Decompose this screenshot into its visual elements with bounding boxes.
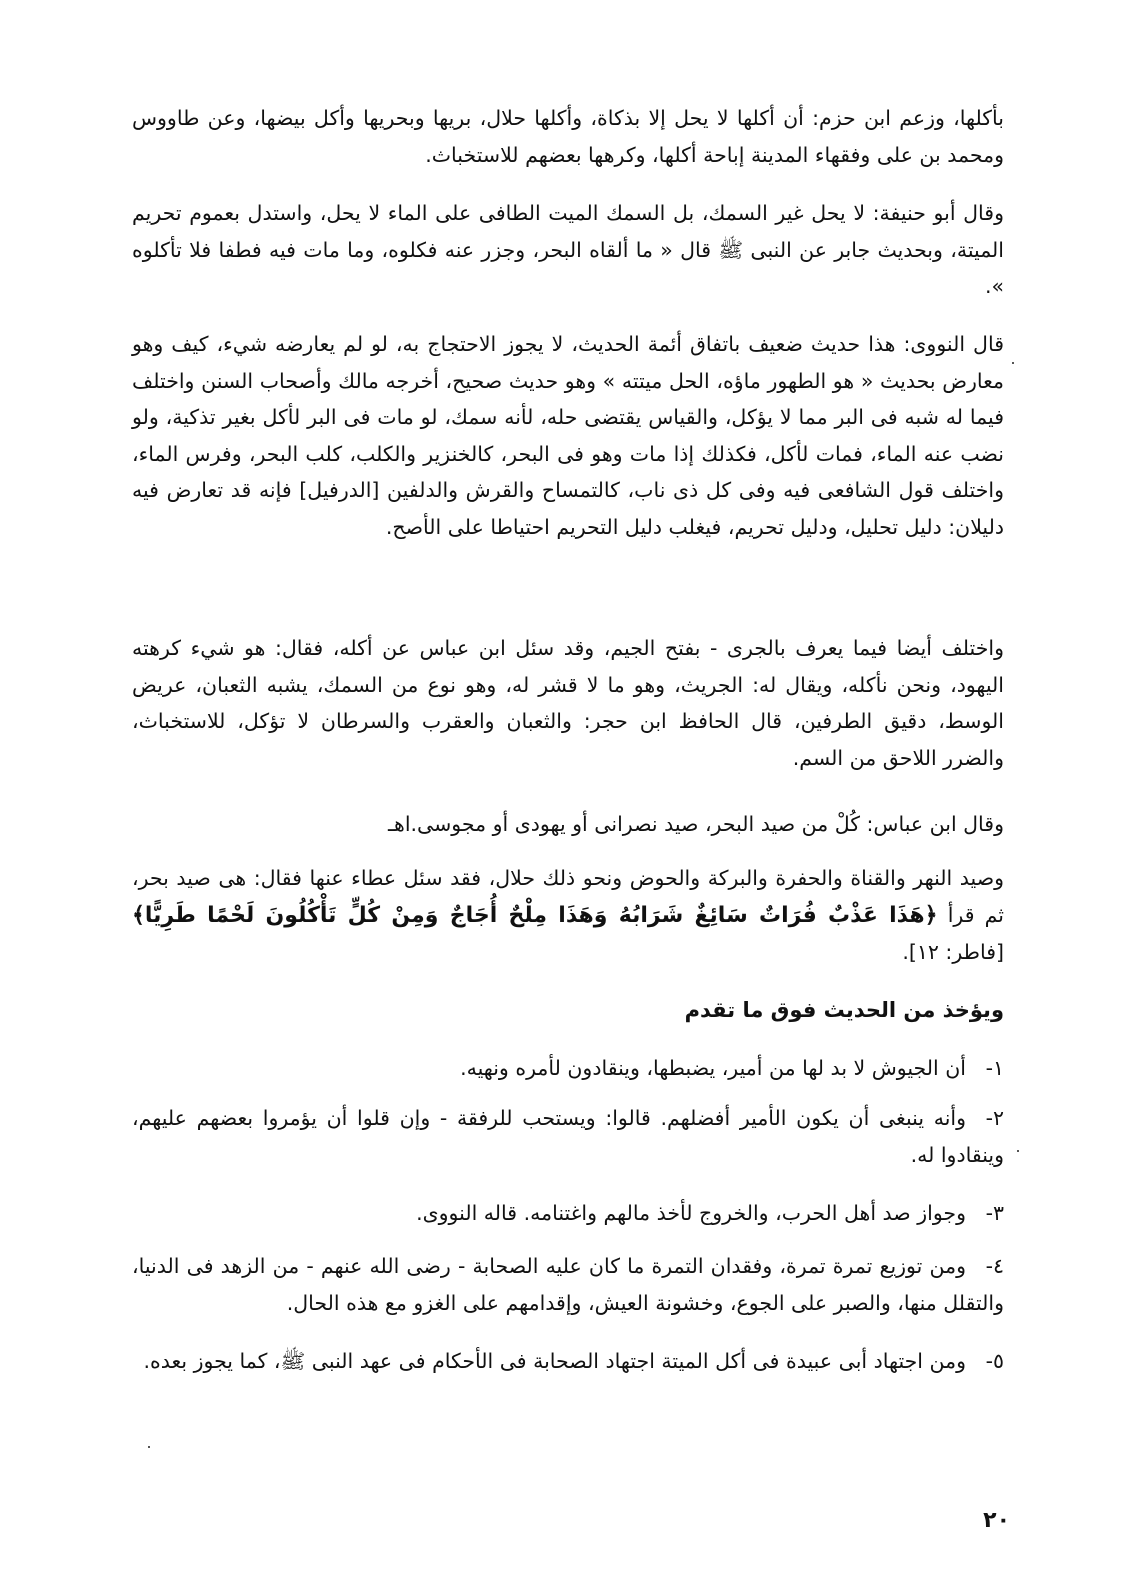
- list-item-text: وأنه ينبغى أن يكون الأمير أفضلهم. قالوا: ويستحب للرفقة - وإن قلوا أن يؤمروا بعضهم عليهم، وينقادوا له.: [132, 1106, 1004, 1167]
- list-item: [132, 1248, 1004, 1321]
- paragraph-2: وقال أبو حنيفة: لا يحل غير السمك، بل السمك الميت الطافى على الماء لا يحل، واستدل بعموم تحريم الميتة، وبحديث جابر عن النبى ﷺ قال « ما ألقاه البحر، وجزر عنه فكلوه، وما مات فيه فطفا فلا تأكلوه ».: [132, 201, 1004, 298]
- paragraph-1: بأكلها، وزعم ابن حزم: أن أكلها لا يحل إلا بذكاة، وأكلها حلال، بريها وبحريها وأكل بيضها، وعن طاووس ومحمد بن على وفقهاء المدينة إباحة أكلها، وكرهها بعضهم للاستخباث.: [132, 106, 1004, 167]
- paragraph-6-text: وصيد النهر والقناة والحفرة والبركة والحوض ونحو ذلك حلال، فقد سئل عطاء عنها فقال: هى صيد بحر، ثم قرأ: [132, 866, 1005, 927]
- paragraph-4: واختلف أيضا فيما يعرف بالجرى - بفتح الجيم، وقد سئل ابن عباس عن أكله، فقال: هو شيء كرهته اليهود، ونحن نأكله، ويقال له: الجريث، وهو ما لا قشر له، وهو نوع من السمك، يشبه الثعبان، عريض الوسط، دقيق الطرفين، قال الحافظ ابن حجر: والثعبان والعقرب والسرطان لا تؤكل، للاستخباث، والضرر اللاحق من السم.: [132, 636, 1004, 770]
- verse-citation: [فاطر: ١٢].: [902, 940, 1004, 964]
- paragraph-6: [132, 860, 1004, 971]
- list-item-text: أن الجيوش لا بد لها من أمير، يضبطها، وينقادون لأمره ونهيه.: [460, 1056, 966, 1080]
- paragraph-5: وقال ابن عباس: كُلْ من صيد البحر، صيد نصرانى أو يهودى أو مجوسى.اهـ: [388, 812, 1004, 836]
- list-item: [132, 1050, 1004, 1087]
- list-item-number: ١-: [985, 1056, 1004, 1080]
- section-heading: ويؤخذ من الحديث فوق ما تقدم: [684, 998, 1004, 1022]
- list-item: [132, 1195, 1004, 1232]
- quran-verse: ﴿هَذَا عَذْبٌ فُرَاتٌ سَائِغٌ شَرَابُهُ وَهَذَا مِلْحٌ أُجَاجٌ وَمِنْ كُلٍّ تَأْكُلُونَ لَحْمًا طَرِيًّا﴾: [132, 902, 938, 928]
- scan-speck: [1012, 362, 1014, 364]
- paragraph-3: قال النووى: هذا حديث ضعيف باتفاق أئمة الحديث، لا يجوز الاحتجاج به، لو لم يعارضه شيء، كيف وهو معارض بحديث « هو الطهور ماؤه، الحل ميتته » وهو حديث صحيح، أخرجه مالك وأصحاب السنن واختلف فيما له شبه فى البر مما لا يؤكل، والقياس يقتضى حله، لأنه سمك، لو مات فى البر لأكل بغير تذكية، ولو نضب عنه الماء، فمات لأكل، فكذلك إذا مات وهو فى البحر، كالخنزير والكلب، كلب البحر، وفرس الماء، واختلف قول الشافعى فيه وفى كل ذى ناب، كالتمساح والقرش والدلفين [الدرفيل] فإنه قد تعارض فيه دليلان: دليل تحليل، ودليل تحريم، فيغلب دليل التحريم احتياطا على الأصح.: [132, 332, 1004, 539]
- list-item-text: ومن توزيع تمرة تمرة، وفقدان التمرة ما كان عليه الصحابة - رضى الله عنهم - من الزهد فى الدنيا، والتقلل منها، والصبر على الجوع، وخشونة العيش، وإقدامهم على الغزو مع هذه الحال.: [132, 1254, 1004, 1315]
- list-item-number: ٣-: [985, 1201, 1004, 1225]
- list-item-number: ٢-: [985, 1106, 1004, 1130]
- scan-speck: [148, 1446, 150, 1448]
- list-item-number: ٥-: [985, 1349, 1004, 1373]
- list-item-number: ٤-: [985, 1254, 1004, 1278]
- scan-speck: [1017, 1150, 1019, 1152]
- list-item-text: ومن اجتهاد أبى عبيدة فى أكل الميتة اجتهاد الصحابة فى الأحكام فى عهد النبى ﷺ، كما يجوز بعده.: [143, 1349, 966, 1373]
- list-item-text: وجواز صد أهل الحرب، والخروج لأخذ مالهم واغتنامه. قاله النووى.: [416, 1201, 966, 1225]
- list-item: [132, 1343, 1004, 1380]
- page-number: ٢٠: [983, 1508, 1010, 1533]
- list-item: [132, 1100, 1004, 1173]
